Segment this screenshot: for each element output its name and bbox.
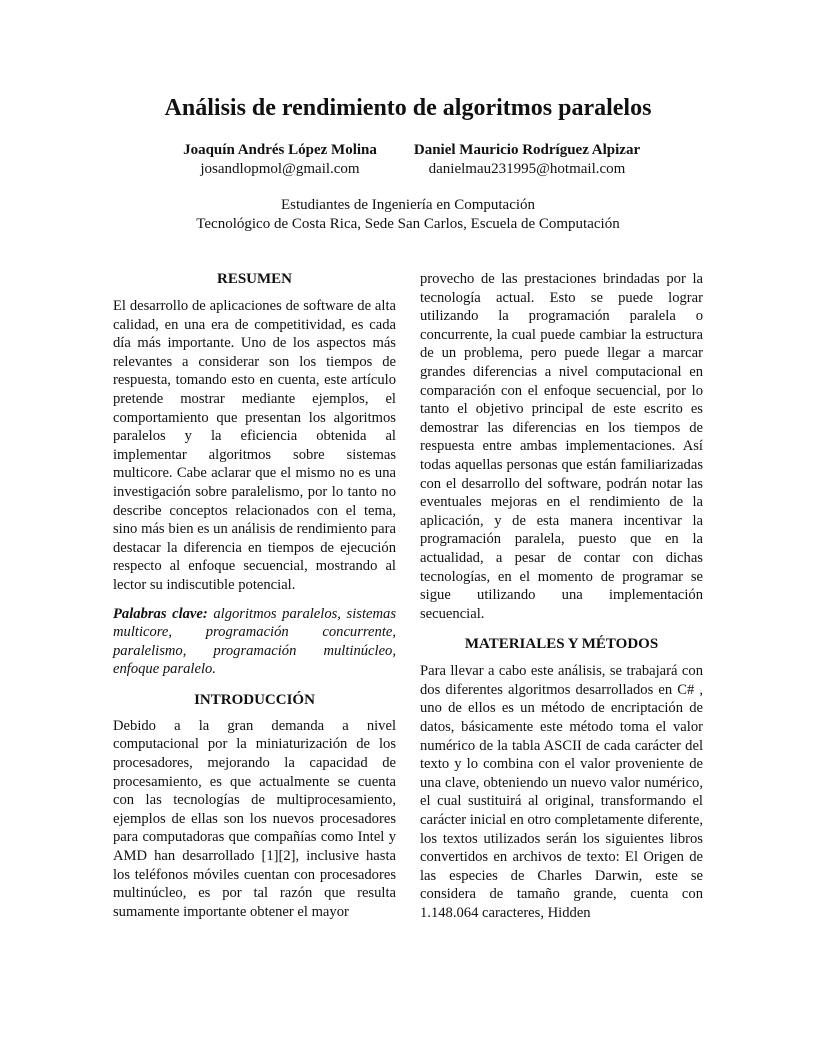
left-column	[113, 270, 396, 921]
introduction-text: Debido a la gran demanda a nivel computacional por la miniaturización de los procesadores, mejorando la capacidad de procesamiento, es que actualmente se cuenta con las tecnologías de multiprocesamiento, ejemplos de ellas son los nuevos procesadores para computadoras que compañías como Intel y AMD han desarrollado [1][2], inclusive hasta los teléfonos móviles cuentan con procesadores multinúcleo, es por tal razón que resulta sumamente importante obtener el mayor	[113, 717, 396, 920]
author-name: Daniel Mauricio Rodríguez Alpizar	[413, 142, 641, 158]
keywords-label: Palabras clave:	[113, 605, 208, 622]
abstract-heading: RESUMEN	[216, 271, 292, 287]
author-name: Joaquín Andrés López Molina	[183, 142, 377, 158]
author-email: josandlopmol@gmail.com	[200, 161, 360, 177]
right-column	[420, 270, 703, 923]
author-email: danielmau231995@hotmail.com	[428, 161, 626, 177]
affiliation-line-1: Estudiantes de Ingeniería en Computación	[280, 197, 536, 213]
paper-title: Análisis de rendimiento de algoritmos paralelos	[164, 95, 652, 121]
introduction-continuation: provecho de las prestaciones brindadas por la tecnología actual. Esto se puede lograr utilizando la programación paralela o concurrente, la cual puede cambiar la estructura de un problema, pero puede llegar a marcar grandes diferencias a nivel computacional en comparación con el enfoque secuencial, por lo tanto el objetivo principal de este escrito es demostrar las diferencias en los tiempos de respuesta entre ambas implementaciones. Así todas aquellas personas que están familiarizadas con el desarrollo del software, podrán notar las eventuales mejoras en el rendimiento de la aplicación, y de esta manera incentivar la programación paralela, puesto que en la actualidad, a pesar de contar con dichas tecnologías, en el momento de programar se sigue utilizando una implementación secuencial.	[420, 271, 703, 622]
introduction-heading: INTRODUCCIÓN	[194, 691, 315, 708]
keywords	[113, 605, 396, 679]
abstract-text: El desarrollo de aplicaciones de software de alta calidad, en una era de competitividad, es cada día más importante. Uno de los aspectos más relevantes a considerar son los tiempos de respuesta, tomando esto en cuenta, este artículo pretende mostrar mediante ejemplos, el comportamiento que presentan los algoritmos paralelos y la eficiencia obtenida al implementar algoritmos sobre sistemas multicore. Cabe aclarar que el mismo no es una investigación sobre paralelismo, por lo tanto no describe conceptos relacionados con el tema, sino más bien es un análisis de rendimiento para destacar la diferencia en tiempos de ejecución respecto al enfoque secuencial, mostrando al lector su indiscutible potencial.	[113, 298, 396, 593]
keywords-text: algoritmos paralelos, sistemas multicore, programación concurrente, paralelismo, programación multinúcleo, enfoque paralelo.	[113, 605, 396, 678]
methods-heading: MATERIALES Y MÉTODOS	[464, 636, 659, 653]
methods-text: Para llevar a cabo este análisis, se trabajará con dos diferentes algoritmos desarrollados en C# , uno de ellos es un método de encriptación de datos, básicamente este método toma el valor numérico de la tabla ASCII de cada carácter del texto y lo combina con el valor proveniente de una clave, obteniendo un nuevo valor numérico, el cual sustituirá al original, transformando el carácter inicial en otro completamente diferente, los textos utilizados serán los siguientes libros convertidos en archivos de texto: El Origen de las especies de Charles Darwin, este se considera de tamaño grande, cuenta con 1.148.064 caracteres, Hidden	[420, 663, 703, 921]
author-block-2	[396, 141, 658, 179]
affiliation	[0, 196, 816, 234]
affiliation-line-2: Tecnológico de Costa Rica, Sede San Carlos, Escuela de Computación	[196, 216, 620, 232]
author-block-1	[160, 141, 400, 179]
